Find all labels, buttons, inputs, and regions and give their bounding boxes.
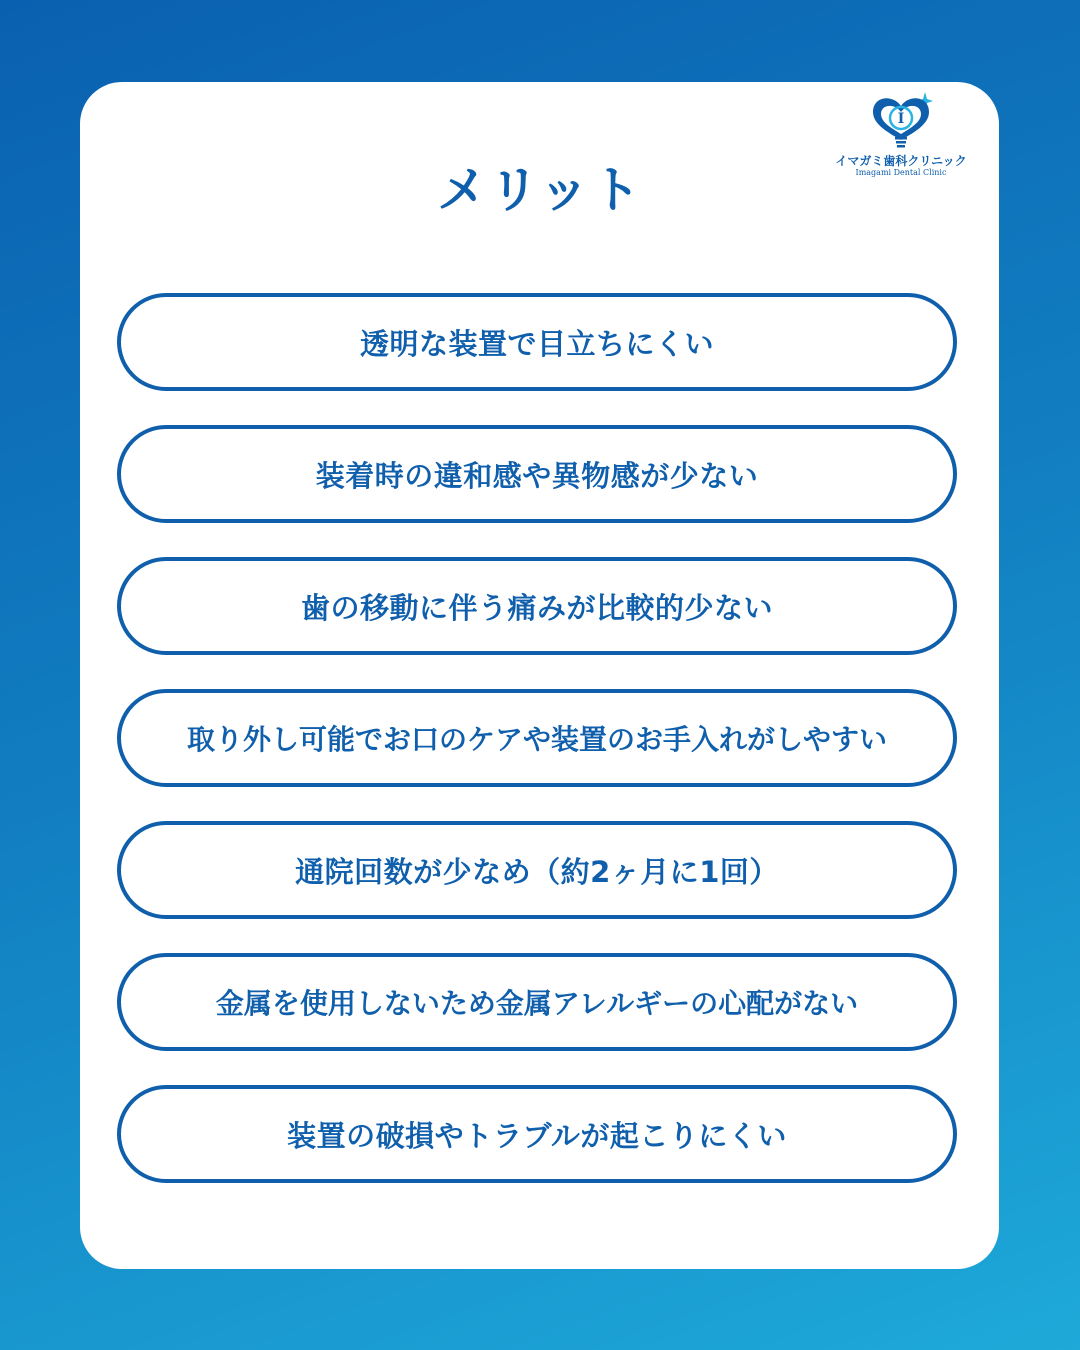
merit-item-label: 装置の破損やトラブルが起こりにくい	[287, 1118, 787, 1153]
clinic-logo	[826, 90, 976, 190]
merit-item-label: 金属を使用しないため金属アレルギーの心配がない	[215, 987, 859, 1020]
merit-item	[117, 953, 957, 1051]
page-title: メリット	[437, 161, 643, 219]
merit-item	[117, 1085, 957, 1183]
merit-item-label: 透明な装置で目立ちにくい	[359, 326, 714, 361]
merit-item	[117, 557, 957, 655]
merit-item-label: 取り外し可能でお口のケアや装置のお手入れがしやすい	[186, 723, 887, 756]
logo-letter: I	[897, 111, 905, 127]
clinic-name: イマガミ歯科クリニック	[835, 154, 967, 168]
merit-item	[117, 293, 957, 391]
merit-item-label: 装着時の違和感や異物感が少ない	[315, 458, 759, 493]
merit-item	[117, 425, 957, 523]
merit-item-label: 通院回数が少なめ（約2ヶ月に1回）	[295, 854, 779, 889]
tooth-logo-icon	[869, 90, 933, 152]
merit-item	[117, 821, 957, 919]
merit-item	[117, 689, 957, 787]
clinic-name-english: Imagami Dental Clinic	[855, 168, 947, 177]
merit-item-label: 歯の移動に伴う痛みが比較的少ない	[300, 590, 773, 625]
